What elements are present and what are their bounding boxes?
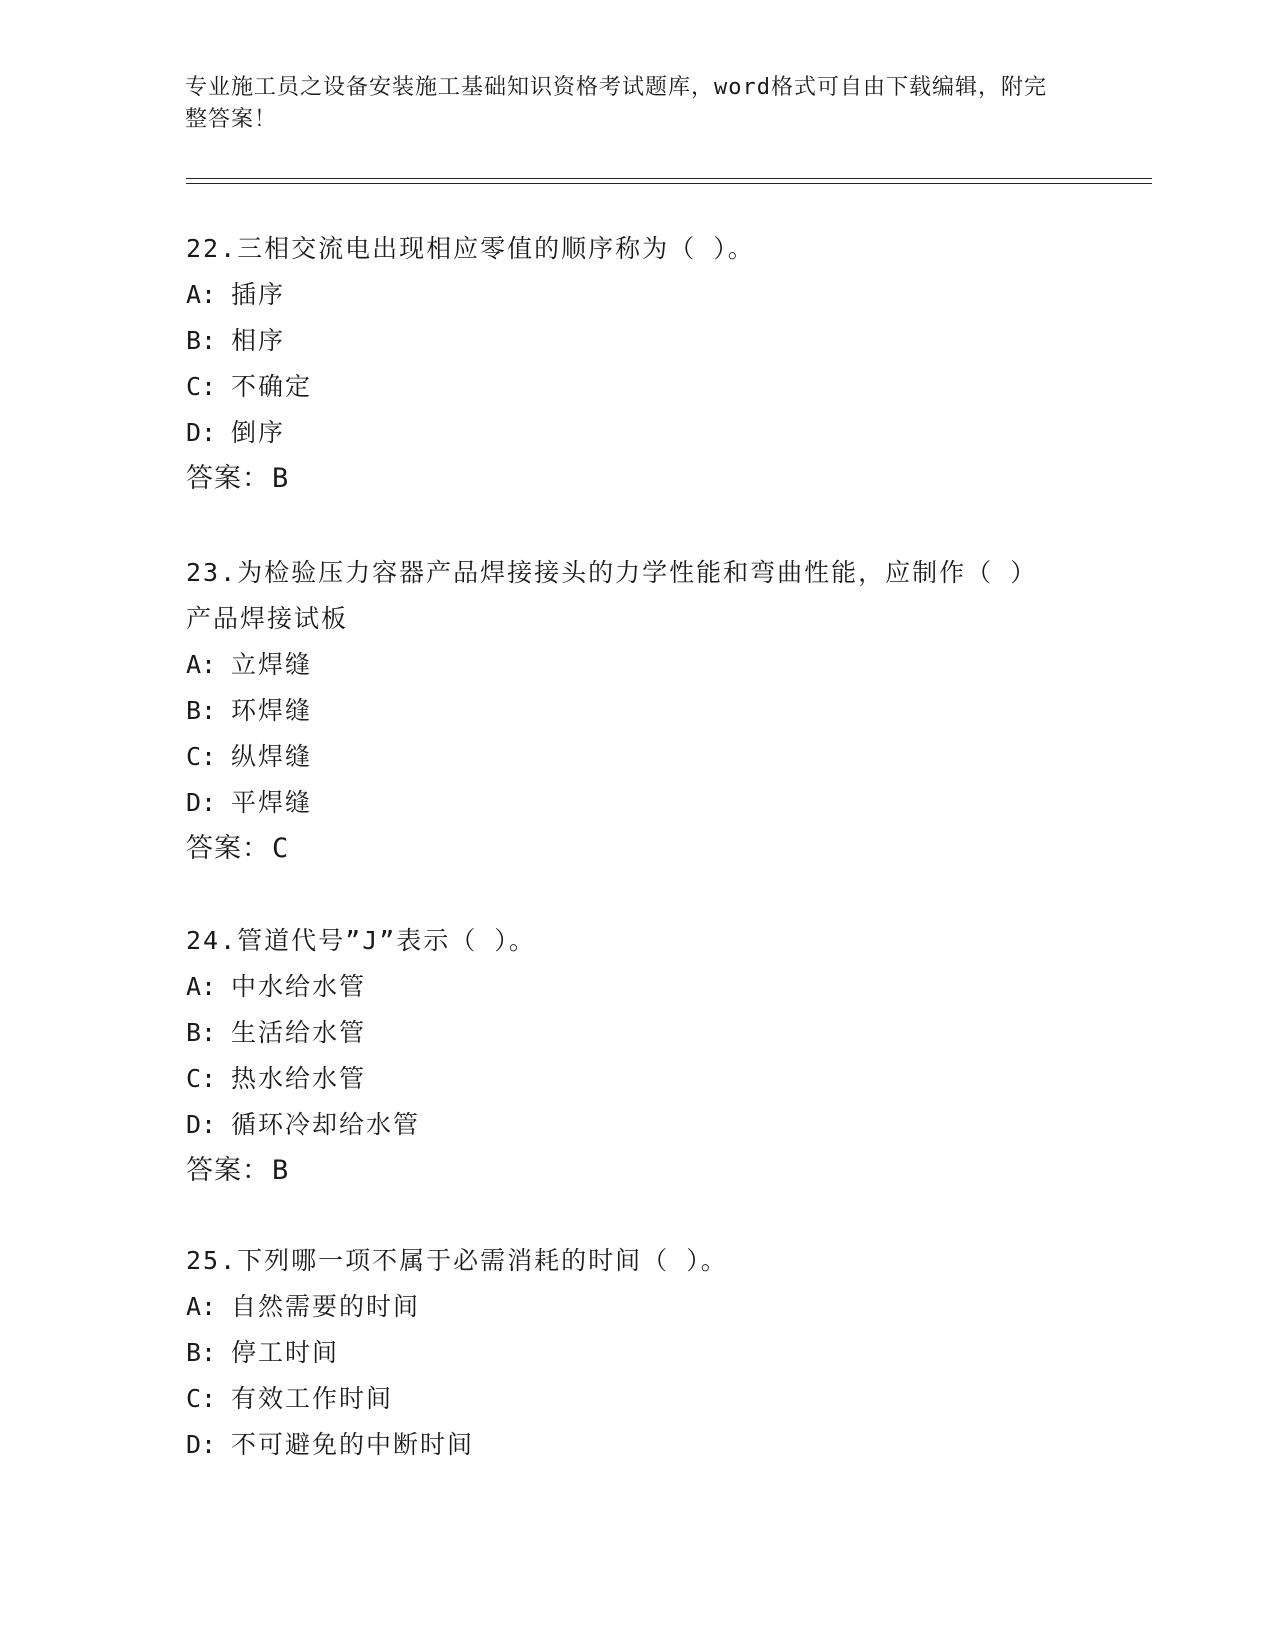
option-a — [186, 1284, 1066, 1330]
option-d — [186, 1102, 1066, 1148]
answer-label: 答案： — [186, 463, 270, 494]
option-letter: A: — [186, 972, 217, 1001]
option-c — [186, 1376, 1066, 1422]
option-b — [186, 1330, 1066, 1376]
option-letter: A: — [186, 650, 217, 679]
document-header: 专业施工员之设备安装施工基础知识资格考试题库，word格式可自由下载编辑，附完整答案！ — [185, 75, 1047, 132]
option-c — [186, 1056, 1066, 1102]
option-letter: B: — [186, 696, 217, 725]
question-stem: 24.管道代号”J”表示（ ）。 — [186, 926, 536, 955]
option-letter: B: — [186, 1338, 217, 1367]
option-a — [186, 272, 1066, 318]
option-letter: A: — [186, 1292, 217, 1321]
option-c — [186, 734, 1066, 780]
option-text: 平焊缝 — [231, 788, 313, 817]
answer-label: 答案： — [186, 1155, 270, 1186]
option-b — [186, 1010, 1066, 1056]
question-stem: 23.为检验压力容器产品焊接接头的力学性能和弯曲性能，应制作（ ）产品焊接试板 — [186, 558, 1025, 633]
option-text: 不确定 — [231, 372, 313, 401]
option-c — [186, 364, 1066, 410]
option-text: 自然需要的时间 — [231, 1292, 421, 1321]
option-letter: B: — [186, 1018, 217, 1047]
option-letter: D: — [186, 788, 217, 817]
option-text: 不可避免的中断时间 — [231, 1430, 475, 1459]
option-d — [186, 1422, 1066, 1468]
question-25 — [186, 1238, 1066, 1468]
answer-line — [186, 826, 1066, 872]
header-rule-top — [186, 178, 1152, 179]
option-letter: B: — [186, 326, 217, 355]
answer-value: B — [272, 1155, 290, 1186]
option-letter: A: — [186, 280, 217, 309]
answer-value: B — [272, 463, 290, 494]
question-stem: 22.三相交流电出现相应零值的顺序称为（ ）。 — [186, 234, 755, 263]
option-text: 倒序 — [231, 418, 286, 447]
option-a — [186, 964, 1066, 1010]
option-a — [186, 642, 1066, 688]
option-text: 插序 — [231, 280, 286, 309]
option-letter: C: — [186, 1384, 217, 1413]
option-text: 中水给水管 — [231, 972, 367, 1001]
option-text: 生活给水管 — [231, 1018, 367, 1047]
option-text: 热水给水管 — [231, 1064, 367, 1093]
question-stem: 25.下列哪一项不属于必需消耗的时间（ ）。 — [186, 1246, 728, 1275]
answer-label: 答案： — [186, 833, 270, 864]
option-text: 相序 — [231, 326, 286, 355]
option-text: 纵焊缝 — [231, 742, 313, 771]
option-b — [186, 688, 1066, 734]
option-letter: D: — [186, 1110, 217, 1139]
question-22 — [186, 226, 1066, 502]
option-text: 停工时间 — [231, 1338, 340, 1367]
question-23 — [186, 550, 1066, 872]
option-letter: C: — [186, 742, 217, 771]
option-text: 有效工作时间 — [231, 1384, 394, 1413]
option-letter: D: — [186, 418, 217, 447]
option-text: 环焊缝 — [231, 696, 313, 725]
option-letter: C: — [186, 372, 217, 401]
option-d — [186, 780, 1066, 826]
header-rule-bottom — [186, 183, 1152, 184]
option-b — [186, 318, 1066, 364]
question-24 — [186, 918, 1066, 1194]
option-text: 循环冷却给水管 — [231, 1110, 421, 1139]
answer-value: C — [272, 833, 290, 864]
option-text: 立焊缝 — [231, 650, 313, 679]
option-d — [186, 410, 1066, 456]
answer-line — [186, 456, 1066, 502]
option-letter: C: — [186, 1064, 217, 1093]
answer-line — [186, 1148, 1066, 1194]
option-letter: D: — [186, 1430, 217, 1459]
